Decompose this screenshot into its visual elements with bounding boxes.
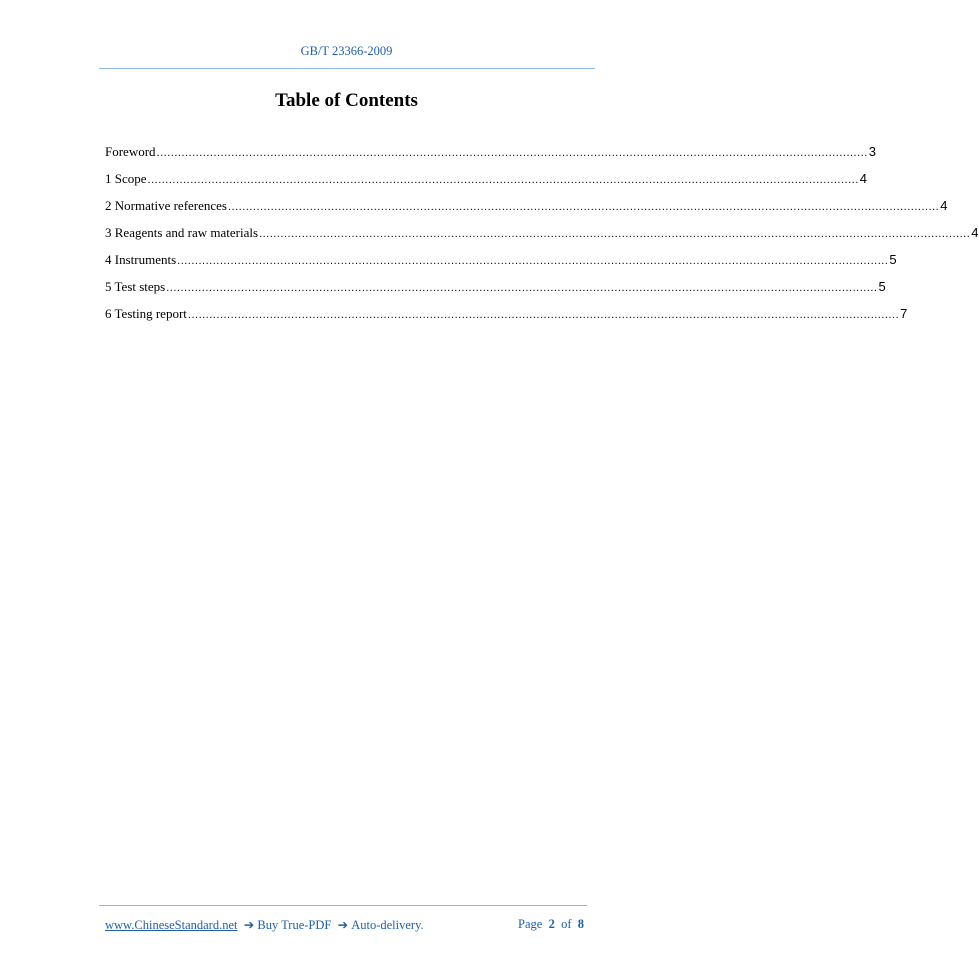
current-page-number: 2 [548,917,555,931]
footer-divider [99,905,587,906]
toc-entry-label: 4 Instruments [105,252,177,267]
buy-true-pdf-text: Buy True-PDF [257,918,332,932]
arrow-right-icon: ➔ [334,918,352,932]
toc-entry-page: 4 [859,171,867,186]
toc-entry-page: 7 [900,306,908,321]
toc-entry-page: 4 [971,225,979,240]
toc-title: Table of Contents [275,90,418,111]
toc-leader-dots: ........................................................................................................................................................................................................ [177,255,889,267]
arrow-right-icon: ➔ [240,918,258,932]
toc-entry[interactable] [105,278,886,305]
toc-entry[interactable] [105,197,948,224]
toc-entry-label: 3 Reagents and raw materials [105,225,259,240]
toc-entry-label: 5 Test steps [105,279,166,294]
page-number [518,917,584,932]
toc-entry[interactable] [105,224,979,251]
total-page-count: 8 [577,917,584,931]
standard-code-header: GB/T 23366-2009 [300,44,393,58]
toc-leader-dots: ........................................................................................................................................................................................................ [147,174,859,186]
toc-entry-page: 4 [940,198,948,213]
toc-entry-page: 5 [878,279,886,294]
website-link[interactable]: www.ChineseStandard.net [105,918,238,932]
footer-promo [105,917,424,933]
toc-leader-dots: ........................................................................................................................................................................................................ [166,282,878,294]
toc-leader-dots: ........................................................................................................................................................................................................ [259,228,971,240]
toc-entry[interactable] [105,170,867,197]
toc-leader-dots: ........................................................................................................................................................................................................ [156,147,868,159]
toc-entry-label: 1 Scope [105,171,147,186]
toc-entry-label: 6 Testing report [105,306,187,321]
toc-entry-label: 2 Normative references [105,198,227,213]
toc-entry[interactable] [105,305,908,332]
header-divider [99,68,595,69]
of-word: of [561,917,572,931]
toc-leader-dots: ........................................................................................................................................................................................................ [228,201,940,213]
toc-entry-page: 3 [868,144,877,159]
toc-entry[interactable] [105,143,877,170]
toc-list [105,143,979,332]
toc-entry[interactable] [105,251,897,278]
toc-entry-label: Foreword [105,144,156,159]
toc-leader-dots: ........................................................................................................................................................................................................ [187,309,900,321]
auto-delivery-text: Auto-delivery. [351,918,424,932]
page-word: Page [518,917,543,931]
toc-entry-page: 5 [889,252,897,267]
